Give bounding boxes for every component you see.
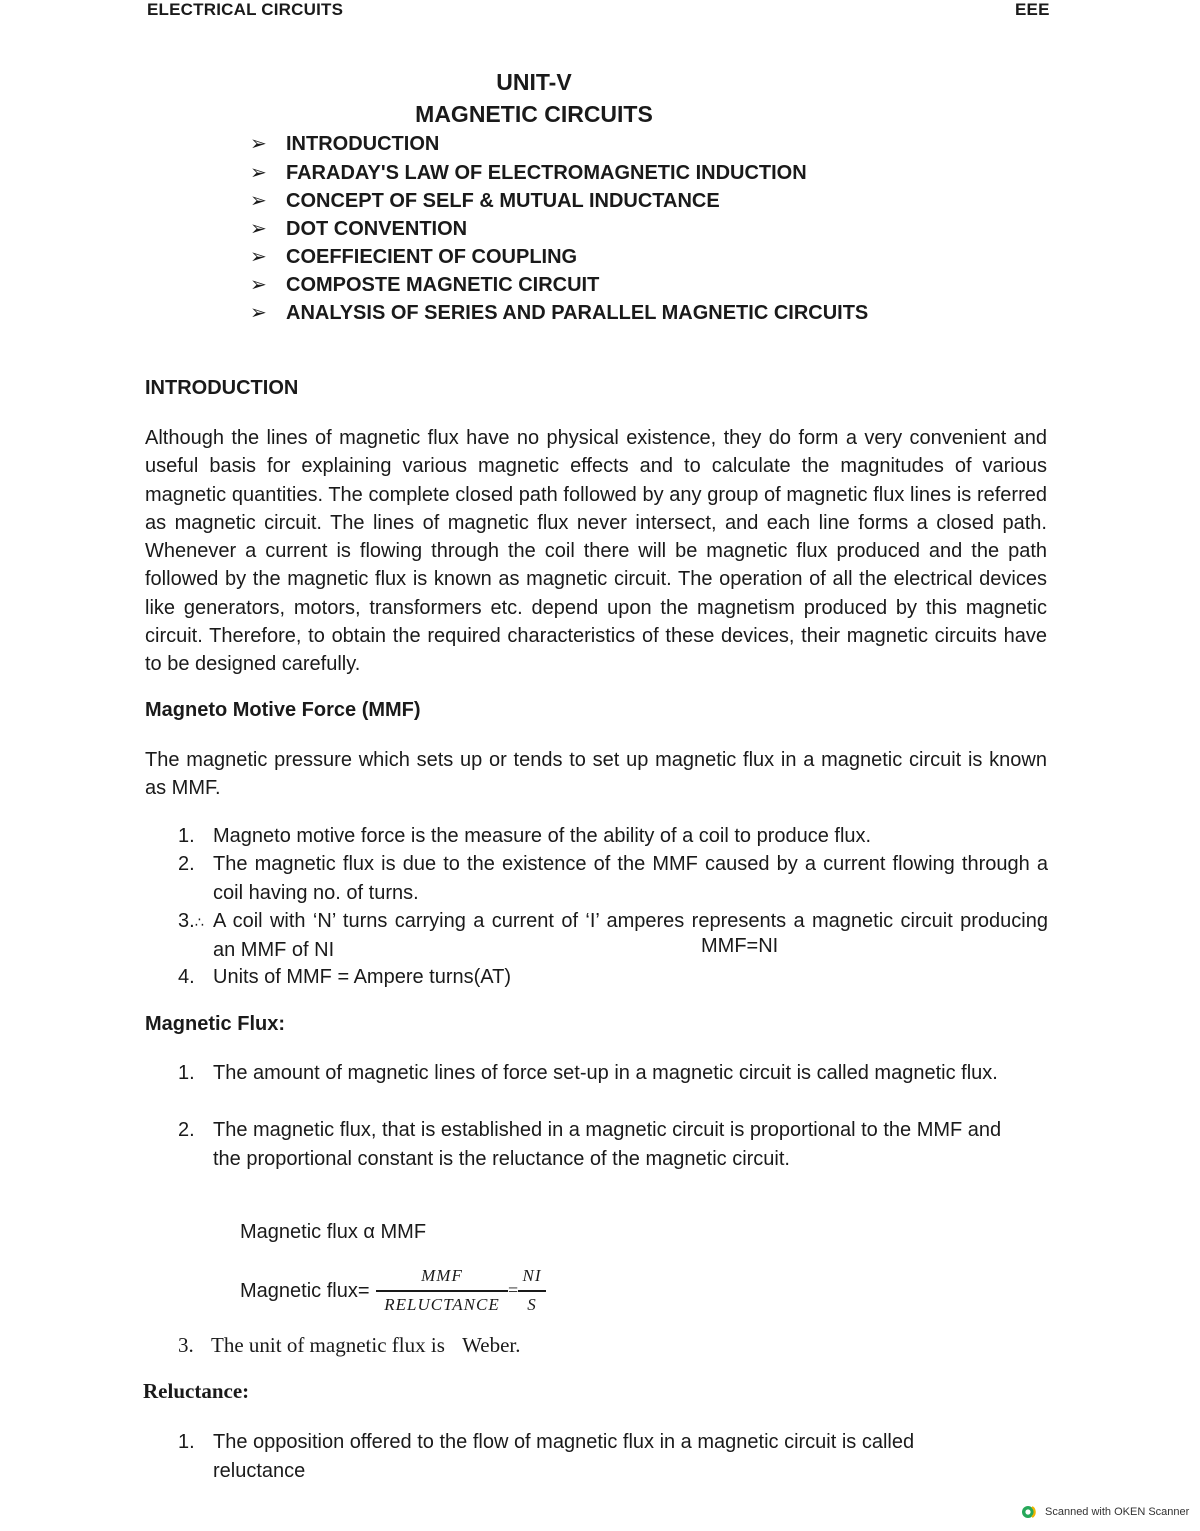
formula-label: Magnetic flux= xyxy=(240,1280,370,1302)
mmf-heading: Magneto Motive Force (MMF) xyxy=(145,699,421,721)
topic-item: ➢ COEFFIECIENT OF COUPLING xyxy=(250,246,578,268)
mmf-definition: The magnetic pressure which sets up or tends to set up magnetic flux in a magnetic circuit is known as MMF. xyxy=(145,749,1047,800)
formula-equals: = xyxy=(508,1280,519,1300)
formula-numerator-ni: NI xyxy=(522,1266,542,1285)
scanner-watermark: Scanned with OKEN Scanner xyxy=(1021,1505,1189,1519)
flux-proportion: Magnetic flux α MMF xyxy=(240,1221,427,1243)
arrow-bullet-icon: ➢ xyxy=(250,133,267,155)
mmf-formula: MMF=NI xyxy=(701,935,779,957)
header-department: EEE xyxy=(1015,0,1050,19)
fraction-bar xyxy=(376,1290,508,1292)
flux-heading: Magnetic Flux: xyxy=(145,1013,286,1035)
arrow-bullet-icon: ➢ xyxy=(250,246,267,268)
unit-subtitle: MAGNETIC CIRCUITS xyxy=(415,101,653,127)
unit-title: UNIT-V xyxy=(496,69,572,95)
topic-item: ➢ INTRODUCTION xyxy=(250,133,440,155)
flux-list-item: 1. The amount of magnetic lines of force set-up in a magnetic circuit is called magnetic flux. xyxy=(178,1062,998,1084)
reluctance-list-item: 1. The opposition offered to the flow of magnetic flux in a magnetic circuit is called reluctance xyxy=(178,1431,915,1482)
topic-item: ➢ DOT CONVENTION xyxy=(250,218,468,240)
mmf-list-item: 2. The magnetic flux is due to the existence of the MMF caused by a current flowing through a coil having no. of turns. xyxy=(178,853,1048,904)
mmf-list-item: 3.∴ A coil with ‘N’ turns carrying a current of ‘I’ amperes represents a magnetic circuit producing an MMF of NI xyxy=(178,910,1048,961)
mmf-list-item: 1. Magneto motive force is the measure of the ability of a coil to produce flux. xyxy=(178,825,872,847)
flux-list-item: 2. The magnetic flux, that is established in a magnetic circuit is proportional to the MMF and the proportional constant is the reluctance of the magnetic circuit. xyxy=(178,1119,1002,1170)
arrow-bullet-icon: ➢ xyxy=(250,190,267,212)
formula-numerator-mmf: MMF xyxy=(421,1266,463,1285)
arrow-bullet-icon: ➢ xyxy=(250,302,267,324)
therefore-symbol: ∴ xyxy=(194,914,204,930)
header-subject: ELECTRICAL CIRCUITS xyxy=(147,0,344,19)
reluctance-heading: Reluctance: xyxy=(143,1379,250,1403)
fraction-bar xyxy=(518,1290,546,1292)
arrow-bullet-icon: ➢ xyxy=(250,274,267,296)
arrow-bullet-icon: ➢ xyxy=(250,218,267,240)
introduction-heading: INTRODUCTION xyxy=(145,377,299,399)
arrow-bullet-icon: ➢ xyxy=(250,162,267,184)
mmf-list-item: 4. Units of MMF = Ampere turns(AT) xyxy=(178,966,512,988)
topic-item: ➢ ANALYSIS OF SERIES AND PARALLEL MAGNETIC CIRCUITS xyxy=(250,302,869,324)
topic-item: ➢ COMPOSTE MAGNETIC CIRCUIT xyxy=(250,274,600,296)
topic-item: ➢ FARADAY'S LAW OF ELECTROMAGNETIC INDUCTION xyxy=(250,162,807,184)
scanner-logo-icon xyxy=(1021,1505,1039,1519)
introduction-paragraph: Although the lines of magnetic flux have no physical existence, they do form a very convenient and useful basis for explaining various magnetic effects and to calculate the magnitudes of various magnetic quantities. The complete closed path followed by any group of magnetic flux lines is referred as magnetic circuit. The lines of magnetic flux never intersect, and each line forms a closed path. Whenever a current is flowing through the coil there will be magnetic flux produced and the path followed by the magnetic flux is known as magnetic circuit. The operation of all the electrical devices like generators, motors, transformers etc. depend upon the magnetism produced by this magnetic circuit. Therefore, to obtain the required characteristics of these devices, their magnetic circuits have to be designed carefully. xyxy=(145,427,1047,676)
formula-denominator-s: S xyxy=(527,1295,537,1314)
topic-item: ➢ CONCEPT OF SELF & MUTUAL INDUCTANCE xyxy=(250,190,720,212)
flux-unit-item: 3. The unit of magnetic flux is Weber. xyxy=(178,1333,521,1357)
formula-denominator-reluctance: RELUCTANCE xyxy=(384,1295,500,1314)
